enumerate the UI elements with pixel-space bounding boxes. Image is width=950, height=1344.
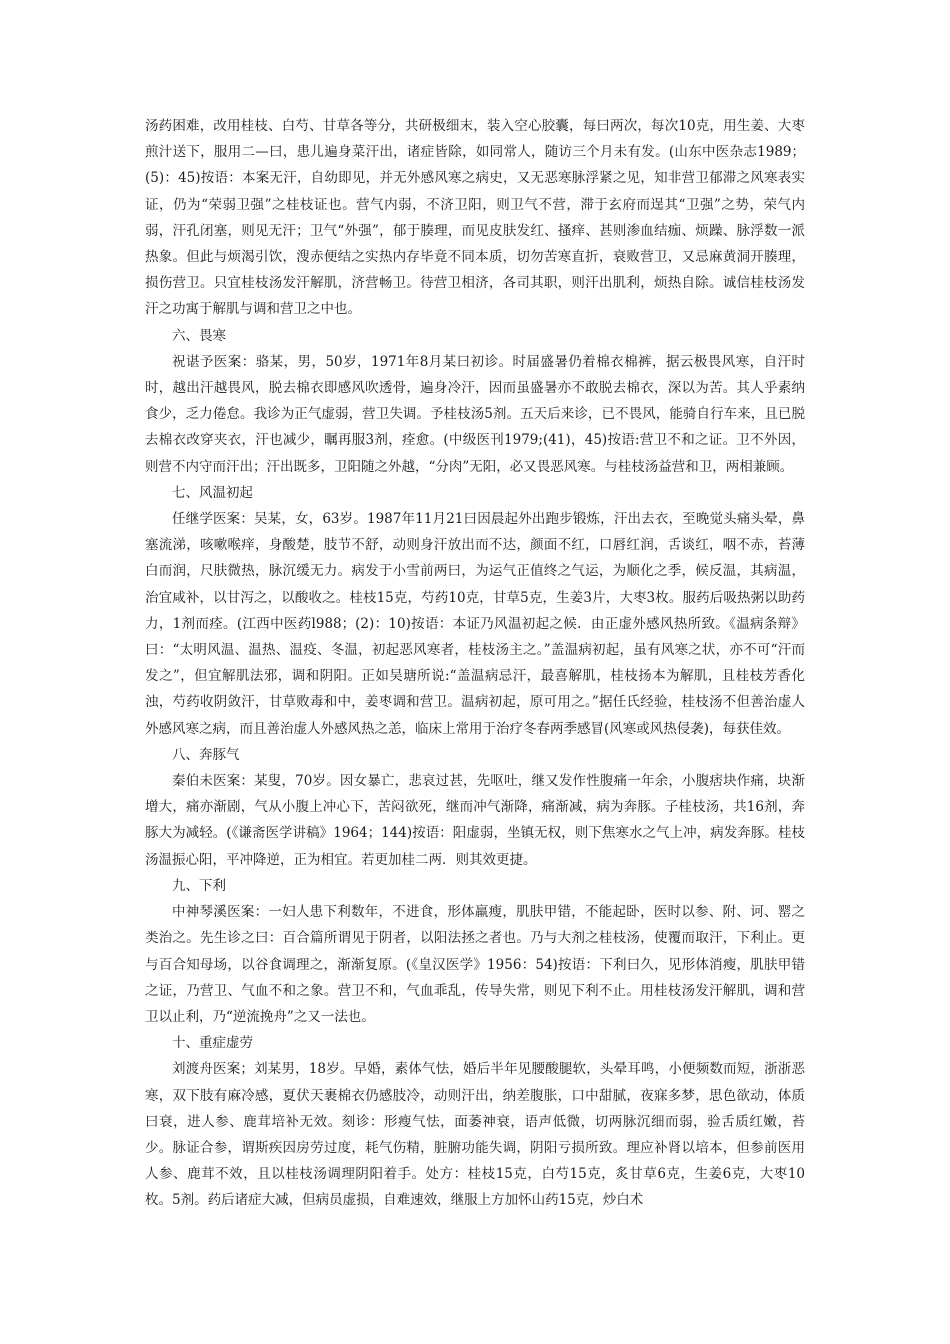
paragraph-feng-wen-case: 任继学医案：吴某，女，63岁。1987年11月21曰因晨起外出跑步锻炼，汗出去衣，至晚觉头痛头晕，鼻塞流涕，咳嗽喉痒，身酸楚，肢节不舒，动则身汗放出而不达，颜面不红，口唇红润，舌谈红，咽不赤，苔薄白而润，尺肤微热，脉沉缓无力。病发于小雪前两曰，为运气正值终之气运，为顺化之季，候反温，其病温，治宜咸补，以甘泻之，以酸收之。桂枝15克，芍药10克，甘草5克，生姜3片，大枣3枚。服药后吸热粥以助药力，1剂而痊。(江西中医药l988；(2)：10)按语：本证乃风温初起之候．由正虚外感风热所致。《温病条辩》曰：“太明风温、温热、温疫、冬温，初起恶风寒者，桂枝汤主之。”盖温病初起，虽有风寒之状，亦不可“汗而发之”，但宜解肌法邪，调和阴阳。正如吴瑭所说:“盖温病忌汗，最喜解肌，桂枝扬本为解肌，且桂枝芳香化浊，芍药收阴敛汗，甘草败毒和中，姜枣调和营卫。温病初起，原可用之。”据任氏经验，桂枝汤不但善治虚人外感风寒之病，而且善治虚人外感风热之恙，临床上常用于治疗冬春两季感冒(风寒或风热侵袭)，每获佳效。 [145,511,805,737]
section-heading-xu-lao: 十、重症虚劳 [172,1035,253,1052]
paragraph-xia-li-case: 中神琴溪医案：一妇人患下利数年，不进食，形体羸瘦，肌肤甲错，不能起卧，医时以参、附、诃、罂之类治之。先生诊之曰：百合篇所谓见于阴者，以阳法拯之者也。乃与大剂之桂枝汤，使覆而取汗，下利止。更与百合知母场，以谷食调理之，渐渐复原。(《皇汉医学》1956：54)按语：下利曰久，见形体消瘦，肌肤甲错之证，乃营卫、气血不和之象。营卫不和，气血乖乱，传导失常，则见下利不止。用桂枝汤发汗解肌，调和营卫以止利，乃“逆流挽舟”之又一法也。 [145,904,805,1025]
section-heading-ben-tun: 八、奔豚气 [172,746,240,763]
section-heading-feng-wen: 七、风温初起 [172,484,253,501]
section-heading-xia-li: 九、下利 [172,877,226,894]
paragraph-xu-lao-case: 刘渡舟医案；刘某男，18岁。早婚，素体气怯，婚后半年见腰酸腿软，头晕耳鸣，小便频数而短，浙浙恶寒，双下肢有麻冷感，夏伏天裹棉衣仍感肢冷，动则汗出，纳差腹胀，口中甜腻，夜寐多梦，思色欲动，体质曰衰，进人参、鹿茸培补无效。刻诊：形瘦气怯，面萎神衰，语声低微，切两脉沉细而弱，验舌质红嫩，苔少。脉证合参，谓斯疾因房劳过度，耗气伤精，脏腑功能失调，阴阳亏损所致。理应补肾以培本，但参前医用人参、鹿茸不效，且以桂枝汤调理阴阳着手。处方：桂枝15克，白芍15克，炙甘草6克，生姜6克，大枣10枚。5剂。药后诸症大减，但病员虚损，自难速效，继服上方加怀山药15克，炒白术 [145,1061,805,1209]
paragraph-gui-zhi-wu-han: 汤药困难，改用桂枝、白芍、甘草各等分，共研极细末，装入空心胶囊，每曰两次，每次10克，用生姜、大枣煎汁送下，服用二—曰，患儿遍身菜汗出，诸症皆除，如同常人，随访三个月未有发。(山东中医杂志1989；(5)：45)按语：本案无汗，自幼即见，并无外感风寒之病史，又无恶寒脉浮紧之见，知非营卫郁滞之风寒表实证，仍为“荣弱卫强”之桂枝证也。营气内弱，不济卫阳，则卫气不营，滞于玄府而逞其“卫强”之势，荣气内弱，汗孔闭塞，则见无汗；卫气“外强”，郁于腠理，而见皮肤发红、搔痒、甚则渗血结痂、烦躁、脉浮数一派热象。但此与烦渴引饮，溲赤便结之实热内存毕竟不同本质，切勿苦寒直折，衰败营卫，又忌麻黄洞开腠理，损伤营卫。只宜桂枝汤发汗解肌，济营畅卫。待营卫相济，各司其职，则汗出肌利，烦热自除。诚信桂枝汤发汗之功寓于解肌与调和营卫之中也。 [145,118,805,318]
document-body [145,113,805,1214]
section-heading-wei-han: 六、畏寒 [172,327,226,344]
paragraph-wei-han-case: 祝谌予医案：骆某，男，50岁，1971年8月某曰初诊。时届盛暑仍着棉衣棉裤，据云极畏风寒，自汗时时，越出汗越畏风，脱去棉衣即感风吹透骨，遍身冷汗，因而虽盛暑亦不敢脱去棉衣，深以为苦。其人乎素纳食少，乏力倦怠。我诊为正气虚弱，营卫失调。予桂枝汤5剂。五天后来诊，已不畏风，能骑自行车来，且已脱去棉衣改穿夹衣，汗也减少，瞩再服3剂，痊愈。(中级医刊1979;(41)，45)按语:营卫不和之证。卫不外因，则营不内守而汗出；汗出既多，卫阳随之外越，“分肉”无阳，必又畏恶风寒。与桂枝汤益营和卫，两相兼顾。 [145,353,805,475]
paragraph-ben-tun-case: 秦伯未医案：某叟，70岁。因女暴亡，悲哀过甚，先呕吐，继又发作性腹痛一年余，小腹痞块作痛，块渐增大，痛亦渐剧，气从小腹上冲心下，苦闷欲死，继而冲气渐降，痛渐减，病为奔豚。子桂枝汤，共16剂，奔豚大为减轻。(《谦斋医学讲稿》1964；144)按语：阳虚弱，坐镇无权，则下焦寒水之气上冲，病发奔豚。桂枝汤温振心阳，平冲降逆，正为相宜。若更加桂二两．则其效更捷。 [145,773,805,868]
